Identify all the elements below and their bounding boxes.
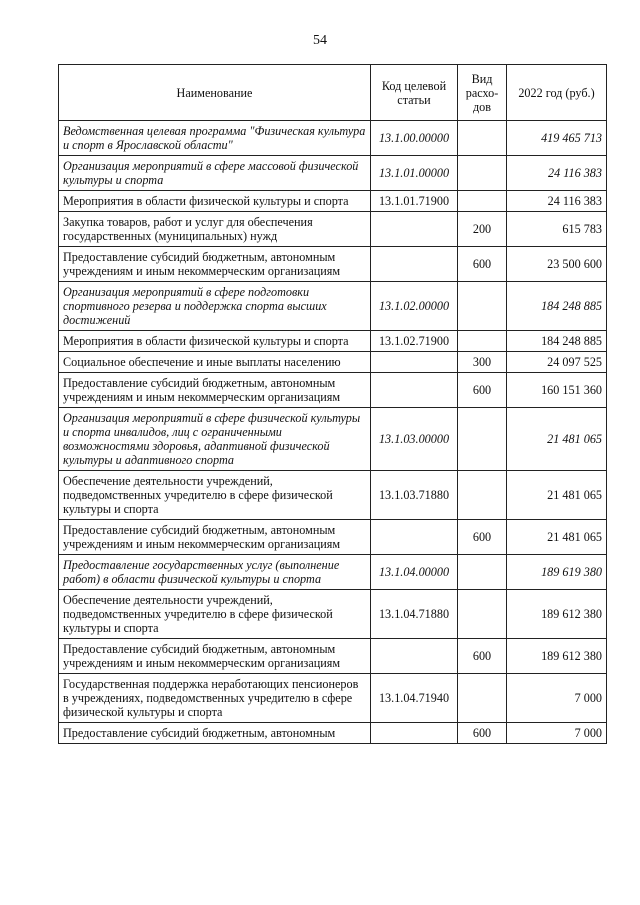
row-expense-type-cell: 600 (458, 520, 507, 555)
row-expense-type-cell: 600 (458, 373, 507, 408)
page-number: 54 (313, 33, 327, 48)
row-amount-cell: 419 465 713 (507, 121, 607, 156)
row-expense-type-cell (458, 408, 507, 471)
row-expense-type-cell (458, 191, 507, 212)
row-amount-cell: 184 248 885 (507, 282, 607, 331)
table-row (59, 639, 607, 674)
table-row (59, 282, 607, 331)
row-code-cell (371, 723, 458, 744)
row-expense-type-cell: 200 (458, 212, 507, 247)
table-row (59, 121, 607, 156)
table-row (59, 247, 607, 282)
row-expense-type-cell (458, 282, 507, 331)
row-amount-cell: 615 783 (507, 212, 607, 247)
row-name-cell: Предоставление государственных услуг (выполнение работ) в области физической культуры и спорта (59, 555, 371, 590)
row-name-cell: Организация мероприятий в сфере массовой физической культуры и спорта (59, 156, 371, 191)
row-amount-cell: 189 619 380 (507, 555, 607, 590)
row-code-cell (371, 373, 458, 408)
row-code-cell: 13.1.02.00000 (371, 282, 458, 331)
row-name-cell: Закупка товаров, работ и услуг для обеспечения государственных (муниципальных) нужд (59, 212, 371, 247)
row-name-cell: Мероприятия в области физической культуры и спорта (59, 191, 371, 212)
row-expense-type-cell (458, 471, 507, 520)
table-row (59, 191, 607, 212)
row-amount-cell: 189 612 380 (507, 590, 607, 639)
row-amount-cell: 160 151 360 (507, 373, 607, 408)
table-row (59, 408, 607, 471)
table-row (59, 156, 607, 191)
table-row (59, 471, 607, 520)
row-name-cell: Организация мероприятий в сфере подготовки спортивного резерва и поддержка спорта высших достижений (59, 282, 371, 331)
row-code-cell (371, 520, 458, 555)
row-expense-type-cell: 600 (458, 723, 507, 744)
row-code-cell: 13.1.04.71940 (371, 674, 458, 723)
row-amount-cell: 21 481 065 (507, 471, 607, 520)
row-code-cell: 13.1.03.71880 (371, 471, 458, 520)
row-code-cell: 13.1.04.71880 (371, 590, 458, 639)
row-amount-cell: 23 500 600 (507, 247, 607, 282)
row-name-cell: Предоставление субсидий бюджетным, автономным учреждениям и иным некоммерческим организациям (59, 639, 371, 674)
header-expense-type: Вид расхо-дов (458, 65, 507, 121)
row-expense-type-cell (458, 674, 507, 723)
row-amount-cell: 7 000 (507, 674, 607, 723)
row-amount-cell: 21 481 065 (507, 408, 607, 471)
row-amount-cell: 184 248 885 (507, 331, 607, 352)
row-code-cell: 13.1.02.71900 (371, 331, 458, 352)
row-name-cell: Ведомственная целевая программа "Физическая культура и спорт в Ярославской области" (59, 121, 371, 156)
row-amount-cell: 24 097 525 (507, 352, 607, 373)
table-row (59, 590, 607, 639)
row-code-cell: 13.1.03.00000 (371, 408, 458, 471)
row-name-cell: Обеспечение деятельности учреждений, подведомственных учредителю в сфере физической культуры и спорта (59, 471, 371, 520)
row-code-cell (371, 212, 458, 247)
row-amount-cell: 189 612 380 (507, 639, 607, 674)
row-amount-cell: 24 116 383 (507, 156, 607, 191)
row-name-cell: Организация мероприятий в сфере физической культуры и спорта инвалидов, лиц с ограниченными возможностями здоровья, адаптивной физической культуры и адаптивного спорта (59, 408, 371, 471)
table-row (59, 212, 607, 247)
row-name-cell: Предоставление субсидий бюджетным, автономным учреждениям и иным некоммерческим организациям (59, 373, 371, 408)
table-row (59, 674, 607, 723)
row-expense-type-cell (458, 555, 507, 590)
row-code-cell: 13.1.01.71900 (371, 191, 458, 212)
table-row (59, 373, 607, 408)
row-expense-type-cell (458, 156, 507, 191)
row-expense-type-cell (458, 121, 507, 156)
row-name-cell: Предоставление субсидий бюджетным, автономным (59, 723, 371, 744)
table-row (59, 520, 607, 555)
row-amount-cell: 21 481 065 (507, 520, 607, 555)
row-code-cell (371, 352, 458, 373)
row-code-cell (371, 247, 458, 282)
header-code: Код целевой статьи (371, 65, 458, 121)
row-expense-type-cell: 600 (458, 639, 507, 674)
table-row (59, 331, 607, 352)
table-row (59, 352, 607, 373)
row-amount-cell: 24 116 383 (507, 191, 607, 212)
table-row (59, 555, 607, 590)
row-name-cell: Предоставление субсидий бюджетным, автономным учреждениям и иным некоммерческим организациям (59, 247, 371, 282)
table-row (59, 723, 607, 744)
row-expense-type-cell: 600 (458, 247, 507, 282)
row-name-cell: Обеспечение деятельности учреждений, подведомственных учредителю в сфере физической культуры и спорта (59, 590, 371, 639)
header-amount: 2022 год (руб.) (507, 65, 607, 121)
row-code-cell (371, 639, 458, 674)
row-expense-type-cell (458, 590, 507, 639)
row-amount-cell: 7 000 (507, 723, 607, 744)
row-expense-type-cell (458, 331, 507, 352)
header-name: Наименование (59, 65, 371, 121)
row-expense-type-cell: 300 (458, 352, 507, 373)
row-code-cell: 13.1.04.00000 (371, 555, 458, 590)
row-name-cell: Государственная поддержка неработающих пенсионеров в учреждениях, подведомственных учредителю в сфере физической культуры и спорта (59, 674, 371, 723)
row-code-cell: 13.1.00.00000 (371, 121, 458, 156)
table-body (59, 121, 607, 744)
row-name-cell: Социальное обеспечение и иные выплаты населению (59, 352, 371, 373)
budget-table (58, 64, 607, 744)
row-name-cell: Мероприятия в области физической культуры и спорта (59, 331, 371, 352)
table-header-row (59, 65, 607, 121)
row-code-cell: 13.1.01.00000 (371, 156, 458, 191)
row-name-cell: Предоставление субсидий бюджетным, автономным учреждениям и иным некоммерческим организациям (59, 520, 371, 555)
